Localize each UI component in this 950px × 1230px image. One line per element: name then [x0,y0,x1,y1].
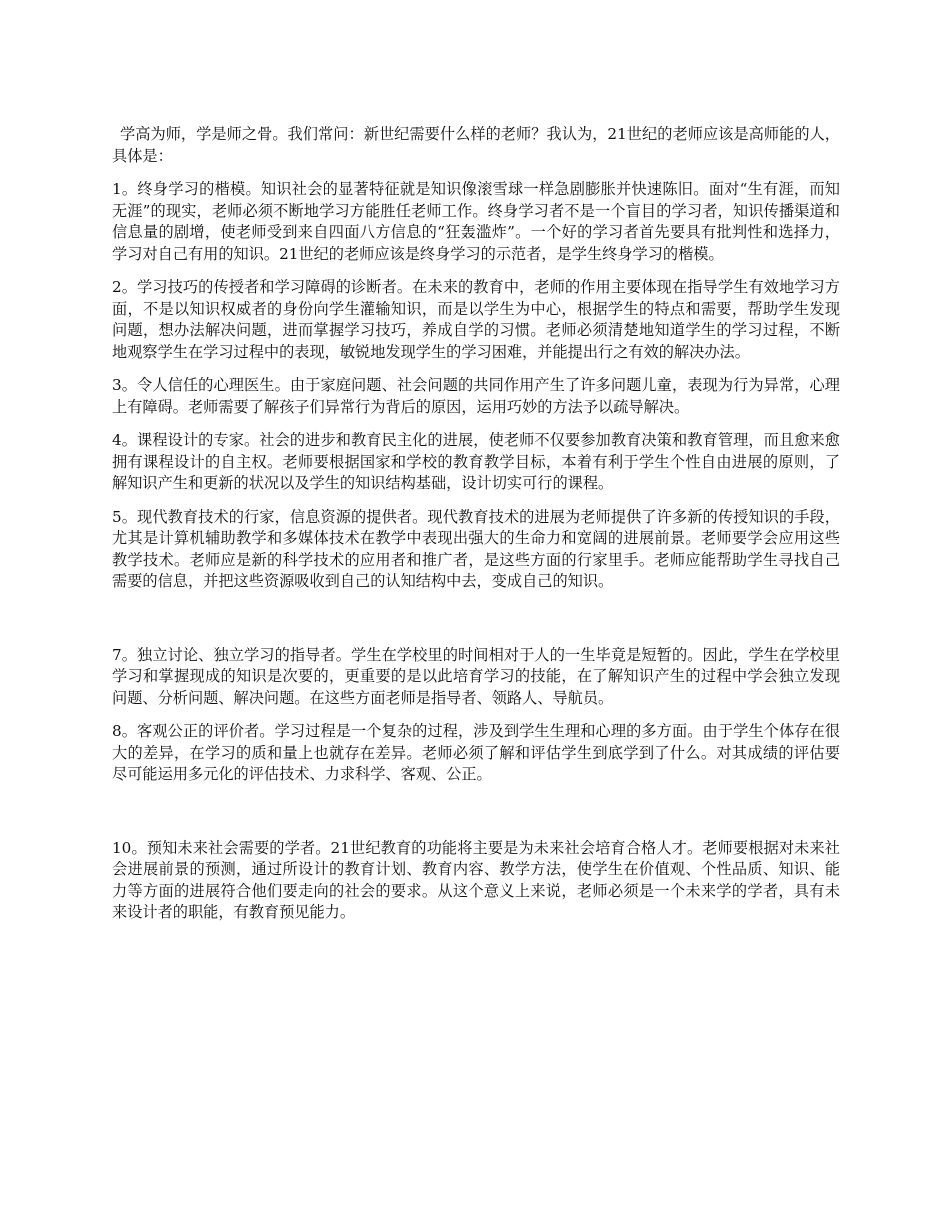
item-paragraph-8: 8。客观公正的评价者。学习过程是一个复杂的过程，涉及到学生生理和心理的多方面。由于学生个体存在很大的差异，在学习的质和量上也就存在差异。老师必须了解和评估学生到底学到了什么。对其成绩的评估要尽可能运用多元化的评估技术、力求科学、客观、公正。 [112,722,840,783]
blank-gap [112,798,840,838]
item-paragraph-3: 3。令人信任的心理医生。由于家庭问题、社会问题的共同作用产生了许多问题儿童，表现为行为异常，心理上有障碍。老师需要了解孩子们异常行为背后的原因，运用巧妙的方法予以疏导解决。 [112,376,840,416]
item-paragraph-7: 7。独立讨论、独立学习的指导者。学生在学校里的时间相对于人的一生毕竟是短暂的。因此，学生在学校里学习和掌握现成的知识是次要的，更重要的是以此培育学习的技能，在了解知识产生的过程中学会独立发现问题、分析问题、解决问题。在这些方面老师是指导者、领路人、导航员。 [112,645,840,707]
blank-gap [112,605,840,645]
intro-paragraph: 学高为师，学是师之骨。我们常问：新世纪需要什么样的老师？我认为，21世纪的老师应该是高师能的人，具体是： [112,125,840,165]
item-paragraph-1: 1。终身学习的楷模。知识社会的显著特征就是知识像滚雪球一样急剧膨胀并快速陈旧。面对“生有涯，而知无涯”的现实，老师必须不断地学习方能胜任老师工作。终身学习者不是一个盲目的学习者，知识传播渠道和信息量的剧增，使老师受到来自四面八方信息的“狂轰滥炸”。一个好的学习者首先要具有批判性和选择力，学习对自己有用的知识。21世纪的老师应该是终身学习的示范者，是学生终身学习的楷模。 [112,180,840,263]
item-paragraph-10: 10。预知未来社会需要的学者。21世纪教育的功能将主要是为未来社会培育合格人才。老师要根据对未来社会进展前景的预测，通过所设计的教育计划、教育内容、教学方法，使学生在价值观、个性品质、知识、能力等方面的进展符合他们要走向的社会的要求。从这个意义上来说，老师必须是一个未来学的学者，具有未来设计者的职能，有教育预见能力。 [112,838,840,921]
item-paragraph-2: 2。学习技巧的传授者和学习障碍的诊断者。在未来的教育中，老师的作用主要体现在指导学生有效地学习方面，不是以知识权威者的身份向学生灌输知识，而是以学生为中心，根据学生的特点和需要，帮助学生发现问题，想办法解决问题，进而掌握学习技巧，养成自学的习惯。老师必须清楚地知道学生的学习过程，不断地观察学生在学习过程中的表现，敏锐地发现学生的学习困难，并能提出行之有效的解决办法。 [112,278,840,361]
document-body [112,124,840,936]
item-paragraph-4: 4。课程设计的专家。社会的进步和教育民主化的进展，使老师不仅要参加教育决策和教育管理，而且愈来愈拥有课程设计的自主权。老师要根据国家和学校的教育教学目标，本着有利于学生个性自由进展的原则，了解知识产生和更新的状况以及学生的知识结构基础，设计切实可行的课程。 [112,431,840,492]
item-paragraph-5: 5。现代教育技术的行家，信息资源的提供者。现代教育技术的进展为老师提供了许多新的传授知识的手段，尤其是计算机辅助教学和多媒体技术在教学中表现出强大的生命力和宽阔的进展前景。老师要学会应用这些教学技术。老师应是新的科学技术的应用者和推广者，是这些方面的行家里手。老师应能帮助学生寻找自己需要的信息，并把这些资源吸收到自己的认知结构中去，变成自己的知识。 [112,507,840,590]
